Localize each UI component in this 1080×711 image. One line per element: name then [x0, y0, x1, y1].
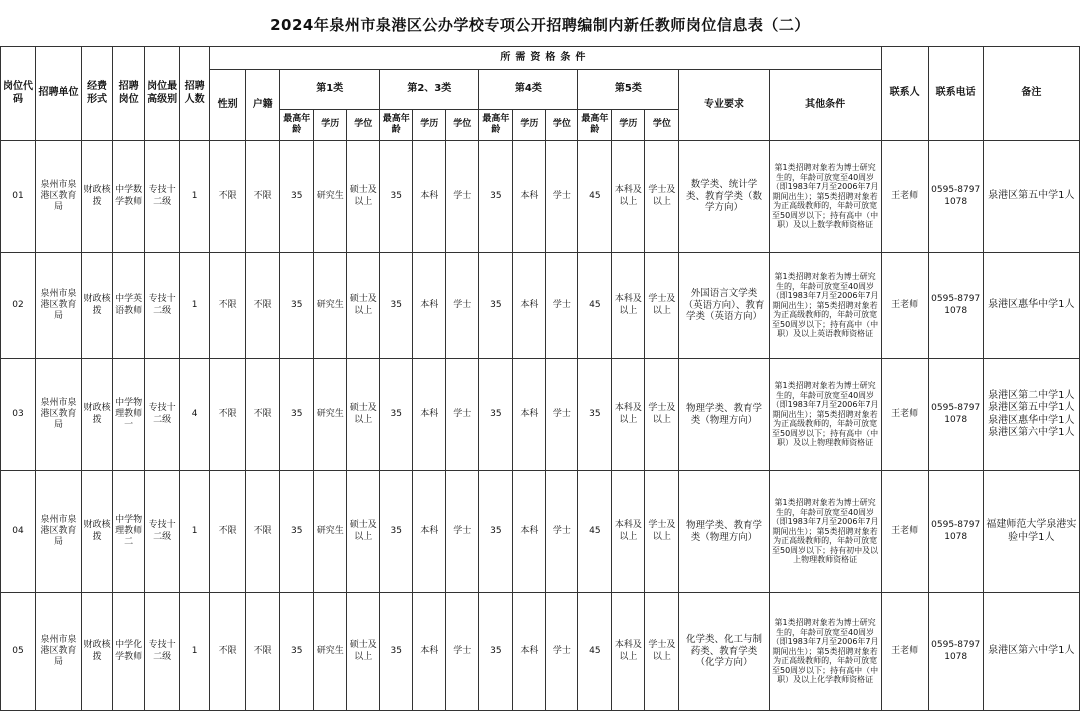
cell-cat23-edu: 本科 — [413, 593, 446, 711]
cell-cat23-age: 35 — [380, 593, 413, 711]
cell-count: 1 — [180, 141, 210, 253]
header-cat5-degree: 学位 — [645, 110, 679, 141]
cell-contact: 王老师 — [881, 253, 928, 359]
cell-cat4-degree: 学士 — [546, 593, 578, 711]
header-gender: 性别 — [210, 70, 246, 141]
cell-cat5-edu: 本科及以上 — [612, 359, 645, 471]
cell-fund: 财政核拨 — [82, 593, 113, 711]
header-major: 专业要求 — [679, 70, 769, 141]
cell-cat4-age: 35 — [479, 141, 513, 253]
cell-contact: 王老师 — [881, 141, 928, 253]
cell-phone: 0595-87971078 — [928, 471, 983, 593]
cell-cat5-edu: 本科及以上 — [612, 141, 645, 253]
cell-cat1-degree: 硕士及以上 — [347, 359, 380, 471]
page-title: 2024年泉州市泉港区公办学校专项公开招聘编制内新任教师岗位信息表（二） — [270, 16, 810, 34]
cell-phone: 0595-87971078 — [928, 253, 983, 359]
cell-gender: 不限 — [210, 253, 246, 359]
cell-cat5-age: 45 — [578, 471, 612, 593]
header-cat5-edu: 学历 — [612, 110, 645, 141]
cell-contact: 王老师 — [881, 359, 928, 471]
cell-code: 02 — [1, 253, 36, 359]
header-cat23-max-age: 最高年龄 — [380, 110, 413, 141]
cell-cat23-degree: 学士 — [446, 471, 479, 593]
cell-cat5-edu: 本科及以上 — [612, 593, 645, 711]
cell-cat5-degree: 学士及以上 — [645, 141, 679, 253]
cell-cat23-edu: 本科 — [413, 253, 446, 359]
cell-cat1-edu: 研究生 — [314, 471, 347, 593]
cell-cat5-age: 45 — [578, 141, 612, 253]
header-cat5: 第5类 — [578, 70, 679, 110]
cell-cat1-age: 35 — [280, 359, 314, 471]
header-note: 备注 — [983, 47, 1079, 141]
cell-fund: 财政核拨 — [82, 141, 113, 253]
cell-phone: 0595-87971078 — [928, 359, 983, 471]
header-cat23: 第2、3类 — [380, 70, 479, 110]
cell-gender: 不限 — [210, 359, 246, 471]
cell-phone: 0595-87971078 — [928, 593, 983, 711]
header-unit: 招聘单位 — [36, 47, 82, 141]
header-cat23-edu: 学历 — [413, 110, 446, 141]
header-contact: 联系人 — [881, 47, 928, 141]
cell-fund: 财政核拨 — [82, 359, 113, 471]
table-row — [1, 359, 1080, 471]
cell-major: 化学类、化工与制药类、教育学类（化学方向） — [679, 593, 769, 711]
cell-level: 专技十二级 — [145, 359, 180, 471]
header-level: 岗位最高级别 — [145, 47, 180, 141]
cell-cat23-age: 35 — [380, 253, 413, 359]
cell-cat4-edu: 本科 — [513, 253, 546, 359]
cell-cat5-age: 45 — [578, 593, 612, 711]
cell-other: 第1类招聘对象若为博士研究生的，年龄可放宽至40周岁（即1983年7月至2006年7月期间出生）；第5类招聘对象若为正高级教师的，年龄可放宽至50周岁以下；持有高中（中职）及以上物理教师资格证 — [769, 359, 881, 471]
cell-huji: 不限 — [246, 141, 280, 253]
cell-cat4-age: 35 — [479, 471, 513, 593]
cell-huji: 不限 — [246, 253, 280, 359]
cell-cat1-edu: 研究生 — [314, 253, 347, 359]
cell-note: 泉港区第六中学1人 — [983, 593, 1079, 711]
header-huji: 户籍 — [246, 70, 280, 141]
cell-cat4-age: 35 — [479, 593, 513, 711]
cell-cat1-age: 35 — [280, 471, 314, 593]
cell-phone: 0595-87971078 — [928, 141, 983, 253]
cell-cat5-age: 35 — [578, 359, 612, 471]
cell-count: 4 — [180, 359, 210, 471]
header-cat1: 第1类 — [280, 70, 380, 110]
cell-count: 1 — [180, 471, 210, 593]
cell-cat5-degree: 学士及以上 — [645, 471, 679, 593]
header-count: 招聘人数 — [180, 47, 210, 141]
cell-cat23-edu: 本科 — [413, 471, 446, 593]
cell-post: 中学英语教师 — [113, 253, 145, 359]
cell-note: 福建师范大学泉港实验中学1人 — [983, 471, 1079, 593]
cell-major: 物理学类、教育学类（物理方向） — [679, 359, 769, 471]
cell-major: 物理学类、教育学类（物理方向） — [679, 471, 769, 593]
header-code: 岗位代码 — [1, 47, 36, 141]
cell-cat1-degree: 硕士及以上 — [347, 253, 380, 359]
cell-other: 第1类招聘对象若为博士研究生的，年龄可放宽至40周岁（即1983年7月至2006年7月期间出生）；第5类招聘对象若为正高级教师的，年龄可放宽至50周岁以下；持有高中（中职）及以上数学教师资格证 — [769, 141, 881, 253]
cell-cat4-edu: 本科 — [513, 359, 546, 471]
header-cat1-degree: 学位 — [347, 110, 380, 141]
cell-cat1-degree: 硕士及以上 — [347, 593, 380, 711]
cell-note: 泉港区惠华中学1人 — [983, 253, 1079, 359]
table-row — [1, 471, 1080, 593]
cell-note: 泉港区第五中学1人 — [983, 141, 1079, 253]
cell-contact: 王老师 — [881, 593, 928, 711]
cell-major: 数学类、统计学类、教育学类（数学方向） — [679, 141, 769, 253]
cell-cat5-edu: 本科及以上 — [612, 471, 645, 593]
cell-cat1-degree: 硕士及以上 — [347, 141, 380, 253]
cell-cat5-degree: 学士及以上 — [645, 253, 679, 359]
cell-cat23-degree: 学士 — [446, 359, 479, 471]
job-info-table — [0, 46, 1080, 711]
cell-level: 专技十二级 — [145, 141, 180, 253]
cell-cat4-degree: 学士 — [546, 141, 578, 253]
cell-huji: 不限 — [246, 359, 280, 471]
cell-cat4-edu: 本科 — [513, 593, 546, 711]
cell-code: 03 — [1, 359, 36, 471]
cell-fund: 财政核拨 — [82, 253, 113, 359]
cell-cat1-age: 35 — [280, 141, 314, 253]
header-cat23-degree: 学位 — [446, 110, 479, 141]
cell-level: 专技十二级 — [145, 593, 180, 711]
cell-other: 第1类招聘对象若为博士研究生的，年龄可放宽至40周岁（即1983年7月至2006年7月期间出生）；第5类招聘对象若为正高级教师的，年龄可放宽至50周岁以下；持有高中（中职）及以上英语教师资格证 — [769, 253, 881, 359]
cell-cat23-degree: 学士 — [446, 593, 479, 711]
cell-cat4-degree: 学士 — [546, 359, 578, 471]
cell-cat1-edu: 研究生 — [314, 359, 347, 471]
table-row — [1, 253, 1080, 359]
cell-fund: 财政核拨 — [82, 471, 113, 593]
cell-post: 中学物理教师一 — [113, 359, 145, 471]
cell-unit: 泉州市泉港区教育局 — [36, 141, 82, 253]
header-phone: 联系电话 — [928, 47, 983, 141]
header-requirements: 所需资格条件 — [210, 47, 881, 70]
cell-contact: 王老师 — [881, 471, 928, 593]
cell-cat5-age: 45 — [578, 253, 612, 359]
cell-cat23-degree: 学士 — [446, 253, 479, 359]
header-cat1-max-age: 最高年龄 — [280, 110, 314, 141]
cell-cat1-edu: 研究生 — [314, 593, 347, 711]
cell-unit: 泉州市泉港区教育局 — [36, 359, 82, 471]
cell-cat4-age: 35 — [479, 359, 513, 471]
cell-major: 外国语言文学类（英语方向）、教育学类（英语方向） — [679, 253, 769, 359]
cell-cat4-degree: 学士 — [546, 471, 578, 593]
cell-cat23-age: 35 — [380, 141, 413, 253]
cell-cat1-degree: 硕士及以上 — [347, 471, 380, 593]
cell-cat4-edu: 本科 — [513, 471, 546, 593]
header-other: 其他条件 — [769, 70, 881, 141]
cell-other: 第1类招聘对象若为博士研究生的，年龄可放宽至40周岁（即1983年7月至2006年7月期间出生）；第5类招聘对象若为正高级教师的，年龄可放宽至50周岁以下；持有高中（中职）及以上化学教师资格证 — [769, 593, 881, 711]
table-row — [1, 141, 1080, 253]
cell-cat5-degree: 学士及以上 — [645, 593, 679, 711]
cell-cat1-edu: 研究生 — [314, 141, 347, 253]
cell-post: 中学化学教师 — [113, 593, 145, 711]
table-body — [1, 141, 1080, 711]
cell-cat23-edu: 本科 — [413, 359, 446, 471]
header-fund: 经费形式 — [82, 47, 113, 141]
cell-cat4-degree: 学士 — [546, 253, 578, 359]
cell-cat23-age: 35 — [380, 471, 413, 593]
cell-code: 01 — [1, 141, 36, 253]
cell-post: 中学数学教师 — [113, 141, 145, 253]
cell-unit: 泉州市泉港区教育局 — [36, 253, 82, 359]
header-cat4-max-age: 最高年龄 — [479, 110, 513, 141]
cell-post: 中学物理教师二 — [113, 471, 145, 593]
cell-cat1-age: 35 — [280, 593, 314, 711]
cell-other: 第1类招聘对象若为博士研究生的，年龄可放宽至40周岁（即1983年7月至2006年7月期间出生）；第5类招聘对象若为正高级教师的，年龄可放宽至50周岁以下；持有初中及以上物理教师资格证 — [769, 471, 881, 593]
cell-cat1-age: 35 — [280, 253, 314, 359]
cell-huji: 不限 — [246, 593, 280, 711]
cell-gender: 不限 — [210, 593, 246, 711]
cell-gender: 不限 — [210, 471, 246, 593]
cell-level: 专技十二级 — [145, 471, 180, 593]
cell-cat23-degree: 学士 — [446, 141, 479, 253]
header-cat4-edu: 学历 — [513, 110, 546, 141]
cell-count: 1 — [180, 593, 210, 711]
header-cat1-edu: 学历 — [314, 110, 347, 141]
cell-cat23-age: 35 — [380, 359, 413, 471]
cell-cat4-edu: 本科 — [513, 141, 546, 253]
cell-huji: 不限 — [246, 471, 280, 593]
cell-code: 05 — [1, 593, 36, 711]
cell-unit: 泉州市泉港区教育局 — [36, 593, 82, 711]
cell-cat5-degree: 学士及以上 — [645, 359, 679, 471]
cell-count: 1 — [180, 253, 210, 359]
cell-cat23-edu: 本科 — [413, 141, 446, 253]
table-row — [1, 593, 1080, 711]
cell-code: 04 — [1, 471, 36, 593]
cell-level: 专技十二级 — [145, 253, 180, 359]
cell-cat5-edu: 本科及以上 — [612, 253, 645, 359]
cell-note: 泉港区第二中学1人泉港区第五中学1人泉港区惠华中学1人泉港区第六中学1人 — [983, 359, 1079, 471]
cell-gender: 不限 — [210, 141, 246, 253]
cell-cat4-age: 35 — [479, 253, 513, 359]
header-cat5-max-age: 最高年龄 — [578, 110, 612, 141]
header-cat4-degree: 学位 — [546, 110, 578, 141]
cell-unit: 泉州市泉港区教育局 — [36, 471, 82, 593]
header-cat4: 第4类 — [479, 70, 578, 110]
header-post: 招聘岗位 — [113, 47, 145, 141]
